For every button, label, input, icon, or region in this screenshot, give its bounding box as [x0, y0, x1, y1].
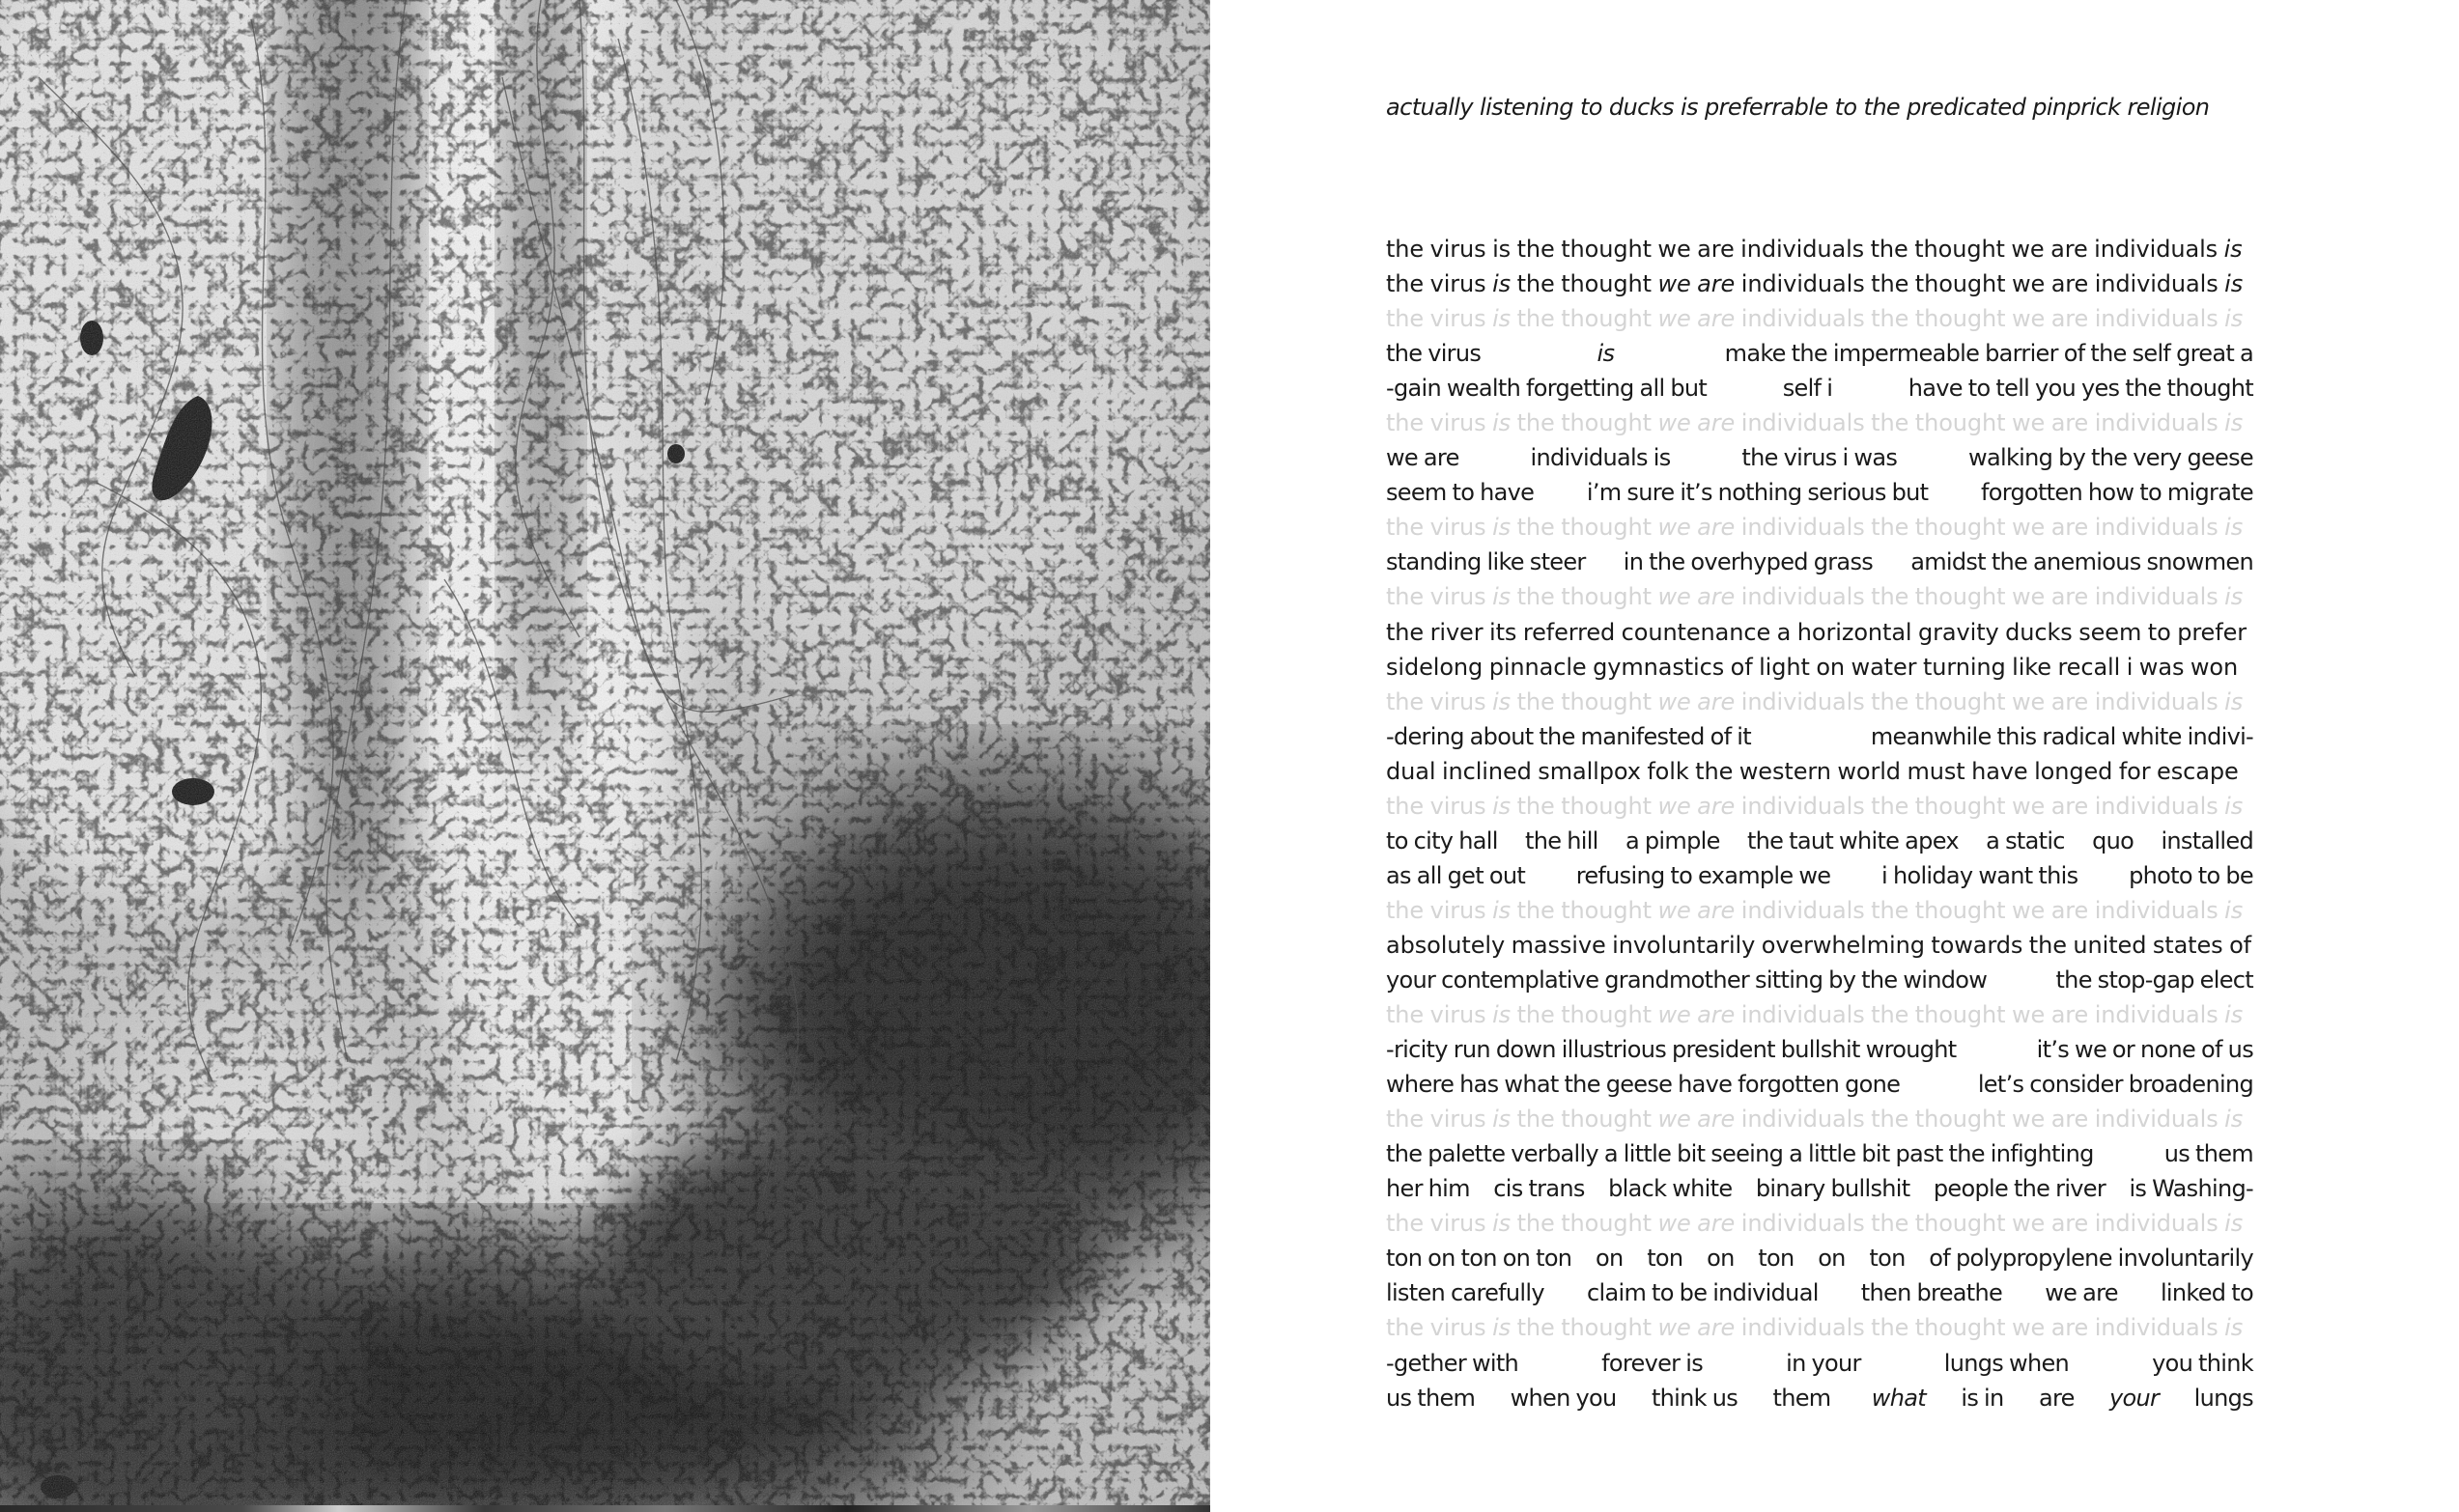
poem-line [1386, 650, 2253, 685]
text-run: walking by the very geese [1968, 444, 2253, 472]
ghost-refrain-line [1386, 1102, 2253, 1136]
text-run: the taut white apex [1746, 826, 1959, 854]
line-text [1386, 266, 2243, 301]
line-text [1386, 1310, 2243, 1345]
italic-word: your [2109, 1384, 2160, 1412]
text-run: your contemplative grandmother sitting by the window [1386, 966, 1988, 994]
text-run: individuals is [1530, 444, 1671, 472]
text-run: claim to be individual [1587, 1279, 1819, 1307]
italic-word: we are [1657, 896, 1736, 924]
ghost-refrain-line [1386, 685, 2253, 719]
text-run: we are [1386, 444, 1459, 472]
text-run: in your [1786, 1349, 1861, 1377]
poem-line [1386, 1346, 2253, 1381]
text-run: -ricity run down illustrious president bullshit wrought [1386, 1036, 1957, 1064]
line-text [1386, 406, 2243, 440]
line-text [1386, 1102, 2243, 1136]
poem-line [1386, 1275, 2253, 1310]
italic-word: is [1492, 896, 1512, 924]
text-run: is Washing- [2129, 1175, 2253, 1203]
italic-word: is [2224, 583, 2244, 611]
poem-line [1386, 754, 2253, 789]
text-run: amidst the anemious snowmen [1910, 548, 2253, 576]
text-run: the virus [1386, 1106, 1493, 1134]
text-run: we are [2045, 1279, 2118, 1307]
italic-word: is [2223, 236, 2243, 263]
italic-word: is [1492, 1210, 1512, 1238]
text-run: the palette verbally a little bit seeing a little bit past the infighting [1386, 1140, 2094, 1168]
italic-word: is [2224, 305, 2244, 333]
italic-word: is [2224, 514, 2244, 542]
italic-word: what [1871, 1384, 1926, 1412]
text-run: individuals the thought we are individuals [1735, 687, 2225, 715]
italic-word: is [2224, 687, 2244, 715]
italic-word: we are [1657, 1314, 1736, 1342]
photo-bottom-edge [0, 1505, 1210, 1512]
text-run: -gether with [1386, 1349, 1519, 1377]
text-run: sidelong pinnacle gymnastics of light on water turning like recall i was won [1386, 653, 2239, 681]
text-run: let’s consider broadening [1977, 1071, 2253, 1099]
text-run: the thought [1511, 270, 1658, 298]
text-run: the virus is the thought we are individuals the thought we are individuals [1386, 236, 2224, 263]
poem-line [1386, 545, 2253, 579]
poem-line [1386, 824, 2253, 858]
text-run: the thought [1511, 305, 1658, 333]
text-run: -dering about the manifested of it [1386, 722, 1751, 750]
text-run: i holiday want this [1881, 861, 2078, 889]
text-run: ton [1647, 1245, 1683, 1273]
text-run: the virus [1386, 896, 1493, 924]
poem-line [1386, 371, 2253, 406]
text-run: forever is [1601, 1349, 1704, 1377]
italic-word: we are [1657, 583, 1736, 611]
text-run: her him [1386, 1175, 1470, 1203]
line-text [1386, 510, 2243, 545]
text-run: photo to be [2129, 861, 2253, 889]
text-run: on [1596, 1245, 1624, 1273]
text-run: is in [1961, 1384, 2004, 1412]
ghost-refrain-line [1386, 789, 2253, 824]
text-run: when you [1510, 1384, 1617, 1412]
text-run: individuals the thought we are individuals [1735, 305, 2225, 333]
poem-body [1386, 232, 2253, 1415]
text-run: -gain wealth forgetting all but [1386, 375, 1708, 403]
text-run: quo [2092, 826, 2134, 854]
text-run: people the river [1933, 1175, 2106, 1203]
text-run: the virus i was [1741, 444, 1898, 472]
text-run: in the overhyped grass [1623, 548, 1874, 576]
poem-title: actually listening to ducks is preferrable to the predicated pinprick religion [1386, 94, 2210, 121]
text-run: the virus [1386, 583, 1493, 611]
italic-word: is [1492, 1106, 1512, 1134]
text-run: lungs [2193, 1384, 2253, 1412]
line-text [1386, 579, 2243, 614]
text-run: as all get out [1386, 861, 1526, 889]
italic-word: we are [1657, 305, 1736, 333]
italic-word: is [1492, 514, 1512, 542]
italic-word: is [2224, 1106, 2244, 1134]
italic-word: is [1492, 583, 1512, 611]
italic-word: is [1492, 409, 1512, 437]
text-run: the virus [1386, 270, 1493, 298]
poem-line [1386, 232, 2253, 266]
poem-line [1386, 615, 2253, 650]
ghost-refrain-line [1386, 1310, 2253, 1345]
text-run: the thought [1511, 1001, 1658, 1029]
poem-line [1386, 858, 2253, 893]
text-run: the stop-gap elect [2055, 966, 2253, 994]
line-text [1386, 1206, 2243, 1241]
text-run: are [2038, 1384, 2075, 1412]
text-run: the virus [1386, 340, 1487, 368]
text-run: listen carefully [1386, 1279, 1544, 1307]
text-run: the thought [1511, 514, 1658, 542]
text-run: the thought [1511, 792, 1658, 820]
text-run: the thought [1511, 687, 1658, 715]
line-text [1386, 789, 2243, 824]
text-run: the thought [1511, 1210, 1658, 1238]
text-run: it’s we or none of us [2036, 1036, 2253, 1064]
italic-word: we are [1657, 687, 1736, 715]
italic-word: is [1492, 792, 1512, 820]
line-text [1386, 893, 2243, 928]
text-run: have to tell you yes the thought [1908, 375, 2253, 403]
text-run: the thought [1511, 583, 1658, 611]
poem-line [1386, 1067, 2253, 1102]
italic-word: is [2224, 270, 2244, 298]
text-run: on [1818, 1245, 1846, 1273]
text-run: the virus [1386, 409, 1493, 437]
line-text [1386, 301, 2243, 336]
italic-word: is [1597, 340, 1615, 368]
text-run: a pimple [1625, 826, 1720, 854]
text-run: the hill [1525, 826, 1598, 854]
text-run: you think [2152, 1349, 2253, 1377]
text-run: individuals the thought we are individuals [1735, 1001, 2225, 1029]
text-run: the virus [1386, 1001, 1493, 1029]
text-run: binary bullshit [1755, 1175, 1910, 1203]
text-run: the thought [1511, 1106, 1658, 1134]
ghost-refrain-line [1386, 406, 2253, 440]
text-run: meanwhile this radical white indivi- [1870, 722, 2253, 750]
ghost-refrain-line [1386, 579, 2253, 614]
poem-line [1386, 1171, 2253, 1206]
text-run: them [1772, 1384, 1837, 1412]
text-run: the thought [1511, 1314, 1658, 1342]
poem-line [1386, 1381, 2253, 1415]
text-run: the river its referred countenance a horizontal gravity ducks seem to prefer [1386, 618, 2247, 646]
italic-word: is [1492, 687, 1512, 715]
italic-word: is [2224, 409, 2244, 437]
text-run: ton [1869, 1245, 1906, 1273]
text-run: the virus [1386, 1210, 1493, 1238]
text-run: individuals the thought we are individuals [1735, 1210, 2225, 1238]
text-run: the virus [1386, 792, 1493, 820]
italic-word: we are [1657, 270, 1736, 298]
poem-line [1386, 1136, 2253, 1171]
line-text [1386, 232, 2243, 266]
italic-word: we are [1657, 514, 1736, 542]
text-run: i’m sure it’s nothing serious but [1586, 479, 1929, 507]
text-run: a static [1986, 826, 2065, 854]
italic-word: we are [1657, 409, 1736, 437]
text-run: then breathe [1860, 1279, 2003, 1307]
text-run: of polypropylene involuntarily [1929, 1245, 2253, 1273]
poem-line [1386, 1032, 2253, 1067]
poem-line [1386, 1241, 2253, 1275]
text-run: the thought [1511, 409, 1658, 437]
text-run: us them [1386, 1384, 1476, 1412]
line-text [1386, 997, 2243, 1032]
text-run: dual inclined smallpox folk the western world must have longed for escape [1386, 757, 2239, 785]
text-run: standing like steer [1386, 548, 1586, 576]
italic-word: is [2224, 896, 2244, 924]
poem-line [1386, 266, 2253, 301]
poem-line [1386, 336, 2253, 371]
poem-line [1386, 475, 2253, 510]
italic-word: we are [1657, 1106, 1736, 1134]
text-run: self i [1782, 375, 1833, 403]
text-run: refusing to example we [1575, 861, 1831, 889]
italic-word: is [1492, 1314, 1512, 1342]
text-run: the virus [1386, 687, 1493, 715]
poem-line [1386, 719, 2253, 754]
text-run: on [1707, 1245, 1735, 1273]
italic-word: we are [1657, 1210, 1736, 1238]
text-run: make the impermeable barrier of the self great a [1724, 340, 2253, 368]
text-run: ton [1758, 1245, 1795, 1273]
text-run: absolutely massive involuntarily overwhelming towards the united states of [1386, 931, 2252, 959]
text-run: individuals the thought we are individuals [1735, 409, 2225, 437]
text-run: the thought [1511, 896, 1658, 924]
line-text [1386, 685, 2243, 719]
italic-word: is [1492, 305, 1512, 333]
ghost-refrain-line [1386, 1206, 2253, 1241]
ghost-refrain-line [1386, 301, 2253, 336]
ghost-refrain-line [1386, 893, 2253, 928]
text-run: individuals the thought we are individuals [1735, 270, 2225, 298]
text-run: individuals the thought we are individuals [1735, 583, 2225, 611]
text-run: to city hall [1386, 826, 1498, 854]
text-run: forgotten how to migrate [1980, 479, 2253, 507]
text-run: individuals the thought we are individuals [1735, 1314, 2225, 1342]
text-run: the virus [1386, 1314, 1493, 1342]
text-run: the virus [1386, 305, 1493, 333]
italic-word: is [1492, 270, 1512, 298]
ghost-refrain-line [1386, 510, 2253, 545]
italic-word: is [2224, 792, 2244, 820]
text-run: think us [1651, 1384, 1738, 1412]
text-run: individuals the thought we are individuals [1735, 896, 2225, 924]
text-run: lungs when [1943, 1349, 2070, 1377]
text-run: where has what the geese have forgotten gone [1386, 1071, 1901, 1099]
italic-word: is [2224, 1001, 2244, 1029]
text-run: the virus [1386, 514, 1493, 542]
italic-word: we are [1657, 1001, 1736, 1029]
italic-word: is [2224, 1314, 2244, 1342]
text-run: individuals the thought we are individuals [1735, 792, 2225, 820]
poem-line [1386, 440, 2253, 475]
poem-line [1386, 963, 2253, 997]
monochrome-macro-photo [0, 0, 1210, 1512]
text-run: installed [2161, 826, 2253, 854]
italic-word: we are [1657, 792, 1736, 820]
italic-word: is [1492, 1001, 1512, 1029]
text-run: individuals the thought we are individuals [1735, 514, 2225, 542]
poem-line [1386, 928, 2253, 963]
text-run: seem to have [1386, 479, 1535, 507]
text-run: cis trans [1493, 1175, 1585, 1203]
text-run: us them [2163, 1140, 2253, 1168]
text-run: ton on ton on ton [1386, 1245, 1572, 1273]
italic-word: is [2224, 1210, 2244, 1238]
text-run: black white [1608, 1175, 1733, 1203]
ghost-refrain-line [1386, 997, 2253, 1032]
text-run: linked to [2160, 1279, 2253, 1307]
text-run: individuals the thought we are individuals [1735, 1106, 2225, 1134]
